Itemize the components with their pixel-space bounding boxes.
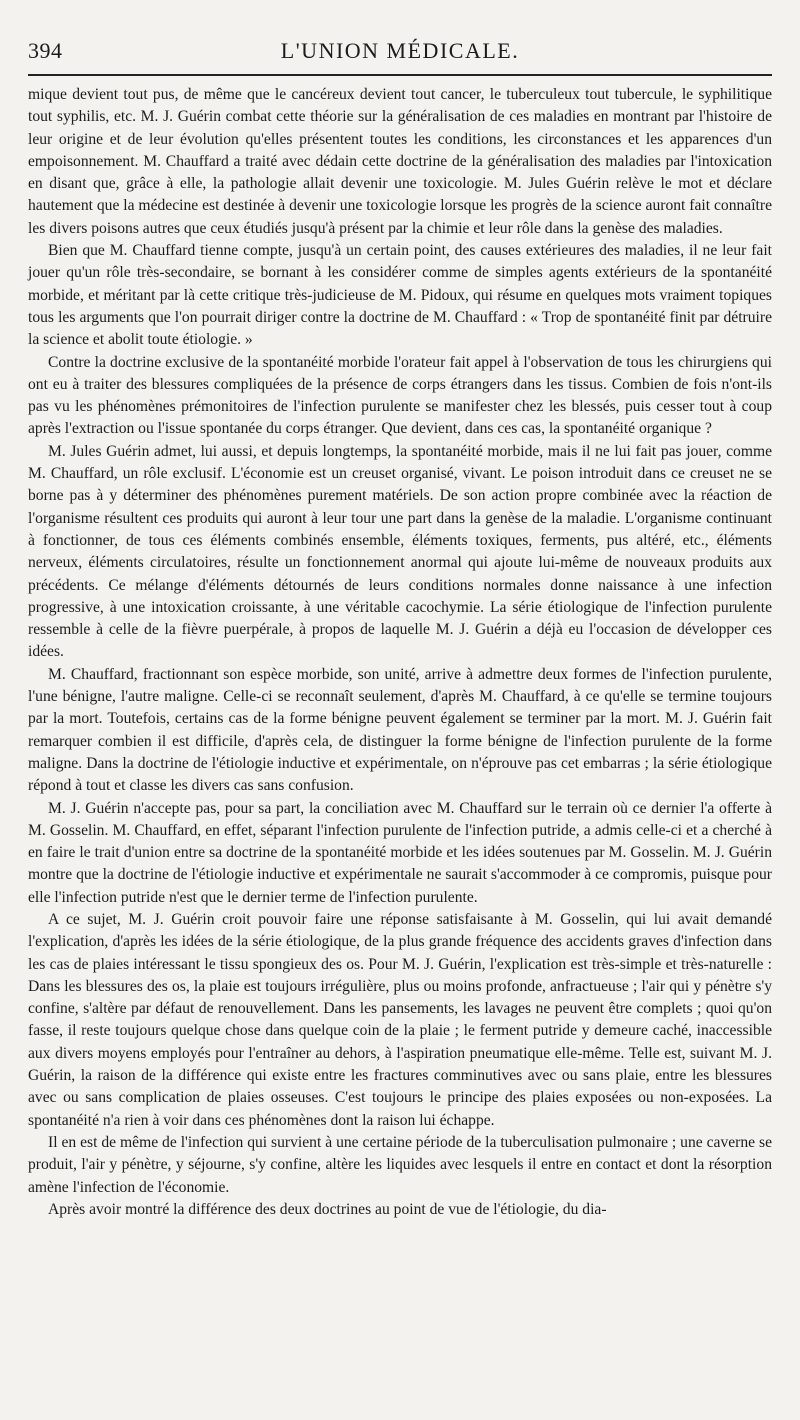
paragraph-7: A ce sujet, M. J. Guérin croit pouvoir faire une réponse satisfaisante à M. Gosselin, qui lui avait demandé l'explication, d'après les idées de la série étiologique, de la plus grande fréquence des accidents graves d'infection dans les cas de plaies intéressant le tissu spongieux des os. Pour M. J. Guérin, l'explication est très-simple et très-naturelle : Dans les blessures des os, la plaie est toujours irrégulière, plus ou moins profonde, anfractueuse ; l'air qui y pénètre s'y confine, s'altère par défaut de renouvellement. Dans les pansements, les lavages ne peuvent être complets ; quoi qu'on fasse, il reste toujours quelque chose dans quelque coin de la plaie ; le ferment putride y demeure caché, inaccessible aux divers moyens employés pour l'entraîner au dehors, à l'aspiration pneumatique elle-même. Telle est, suivant M. J. Guérin, la raison de la différence qui existe entre les fractures comminutives avec ou sans plaie, entre les blessures avec ou sans complication de plaies osseuses. C'est toujours le principe des plaies exposées ou non-exposées. La spontanéité n'a rien à voir dans ces phénomènes dont la raison lui échappe. [28,910,772,1129]
running-title: L'UNION MÉDICALE. [280,38,520,63]
paragraph-4: M. Jules Guérin admet, lui aussi, et depuis longtemps, la spontanéité morbide, mais il ne lui fait pas jouer, comme M. Chauffard, un rôle exclusif. L'économie est un creuset organisé, vivant. Le poison introduit dans ce creuset ne se borne pas à y déterminer des phénomènes purement matériels. De son action propre combinée avec la réaction de l'organisme résultent ces produits qui auront à leur tour une part dans la genèse de la maladie. L'organisme continuant à fonctionner, de tous ces éléments combinés ensemble, éléments toxiques, ferments, pus altéré, etc., éléments nerveux, éléments circulatoires, résulte un fonctionnement anormal qui ajoute lui-même de nouveaux produits aux précédents. Ce mélange d'éléments détournés de leurs conditions normales donne naissance à une infection progressive, à une intoxication croissante, à une véritable cacochymie. La série étiologique de l'infection purulente ressemble à celle de la fièvre puerpérale, à propos de laquelle M. J. Guérin a déjà eu l'occasion de développer ces idées. [28,442,772,661]
paragraph-6: M. J. Guérin n'accepte pas, pour sa part, la conciliation avec M. Chauffard sur le terrain où ce dernier l'a offerte à M. Gosselin. M. Chauffard, en effet, séparant l'infection purulente de l'infection putride, a admis celle-ci et a cherché à en faire le trait d'union entre sa doctrine de la spontanéité morbide et les idées soutenues par M. Gosselin. M. J. Guérin montre que la doctrine de l'étiologie inductive et expérimentale ne saurait s'accommoder à ce compromis, puisque pour elle l'infection putride n'est que le dernier terme de l'infection purulente. [28,799,772,906]
article-body [28,84,772,1221]
paragraph-9: Après avoir montré la différence des deux doctrines au point de vue de l'étiologie, du dia- [48,1200,607,1218]
paragraph-2: Bien que M. Chauffard tienne compte, jusqu'à un certain point, des causes extérieures des maladies, il ne leur fait jouer qu'un rôle très-secondaire, se bornant à les considérer comme de simples agents extérieurs de la spontanéité morbide, et méritant par là cette critique très-judicieuse de M. Pidoux, qui résume en quelques mots vraiment topiques tous les arguments que l'on pourrait diriger contre la doctrine de M. Chauffard : « Trop de spontanéité finit par détruire la science et abolit toute étiologie. » [28,242,772,349]
paragraph-5: M. Chauffard, fractionnant son espèce morbide, son unité, arrive à admettre deux formes de l'infection purulente, l'une bénigne, l'autre maligne. Celle-ci se reconnaît seulement, d'après M. Chauffard, à ce qu'elle se termine toujours par la mort. Toutefois, certains cas de la forme bénigne peuvent également se terminer par la mort. M. J. Guérin fait remarquer combien il est difficile, d'après cela, de distinguer la forme bénigne de l'infection purulente de la forme maligne. Dans la doctrine de l'étiologie inductive et expérimentale, on n'éprouve pas cet embarras ; la série étiologique répond à tout et classe les divers cas sans confusion. [28,665,772,795]
paragraph-1: mique devient tout pus, de même que le cancéreux devient tout cancer, le tuberculeux tout tubercule, le syphilitique tout syphilis, etc. M. J. Guérin combat cette théorie sur la généralisation de ces maladies en montrant par l'histoire de leur origine et de leur évolution qu'elles présentent toutes les conditions, les circonstances et les apparences d'un empoisonnement. M. Chauffard a traité avec dédain cette doctrine de la généralisation des maladies par l'intoxication en disant que, grâce à elle, la pathologie allait devenir une toxicologie. M. Jules Guérin relève le mot et déclare hautement que la médecine est destinée à devenir une toxicologie lorsque les progrès de la science auront fait connaître les divers poisons autres que ceux étudiés jusqu'à présent par la chimie et leur rôle dans la genèse des maladies. [28,86,772,237]
paragraph-8: Il en est de même de l'infection qui survient à une certaine période de la tuberculisation pulmonaire ; une caverne se produit, l'air y pénètre, y séjourne, s'y confine, altère les liquides avec lesquels il entre en contact et dont la résorption amène l'infection de l'économie. [28,1133,772,1196]
page-number: 394 [28,38,63,63]
page [28,38,772,1221]
page-header [28,38,772,74]
header-rule [28,74,772,76]
paragraph-3: Contre la doctrine exclusive de la spontanéité morbide l'orateur fait appel à l'observation de tous les chirurgiens qui ont eu à traiter des blessures compliquées de la présence de corps étrangers dans les tissus. Combien de fois n'ont-ils pas vu les phénomènes prémonitoires de l'infection purulente se manifester chez les blessés, puis cesser tout à coup après l'extraction ou l'issue spontanée du corps étranger. Que devient, dans ces cas, la spontanéité organique ? [28,353,772,438]
